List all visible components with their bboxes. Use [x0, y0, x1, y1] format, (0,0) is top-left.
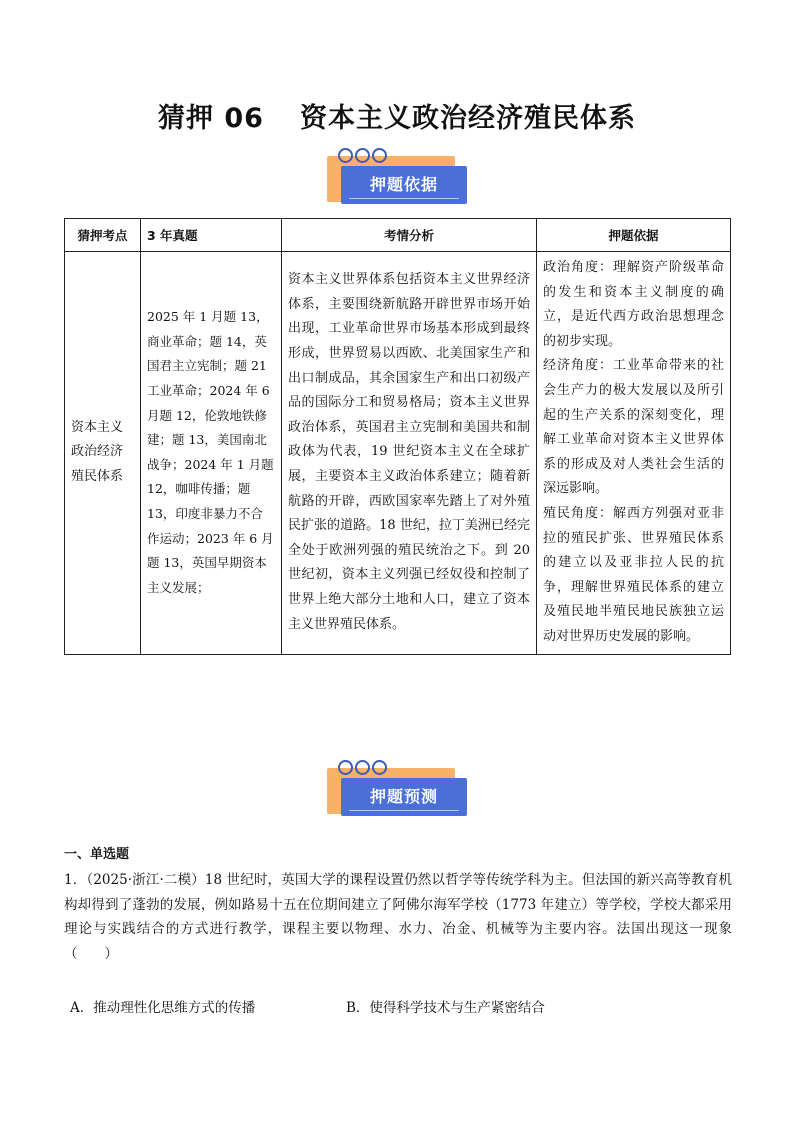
- option-b[interactable]: B．使得科学技术与生产紧密结合: [346, 1000, 545, 1016]
- badge-label: 押题依据: [341, 166, 467, 204]
- basis-economic: 经济角度：工业革命带来的社会生产力的极大发展以及所引起的生产关系的深刻变化，理解工业革命对资本主义世界体系的形成及对人类社会生活的深远影响。: [543, 358, 724, 497]
- question-stem: 1．（2025·浙江·二模）18 世纪时，英国大学的课程设置仍然以哲学等传统学科为主。但法国的新兴高等教育机构却得到了蓬勃的发展，例如路易十五在位期间建立了阿佛尔海军学校（1773 年建立）等学校，学校大都采用理论与实践结合的方式进行教学，课程主要以物理、水力、冶金、机械等为主要内容。法国出现这一现象（ ）: [64, 872, 732, 962]
- past-exams-cell: 2025 年 1 月题 13，商业革命；题 14，英国君主立宪制；题 21 工业革命；2024 年 6 月题 12，伦敦地铁修建；题 13，美国南北战争；2024 年 1 月题 12，咖啡传播；题 13，印度非暴力不合作运动；2023 年 6 月题 13，英国早期资本主义发展；: [141, 252, 282, 655]
- column-header: 猜押考点: [65, 219, 141, 252]
- section-heading: 一、单选题: [64, 847, 130, 862]
- title-text: 资本主义政治经济殖民体系: [299, 103, 636, 134]
- section-badge-prediction: [327, 760, 467, 820]
- exam-analysis-table: [64, 218, 731, 655]
- column-header: 考情分析: [282, 219, 537, 252]
- table-header-row: [65, 219, 731, 252]
- page-title: [0, 96, 794, 135]
- table-row: [65, 252, 731, 655]
- badge-label: 押题预测: [341, 778, 467, 816]
- binder-rings-icon: [338, 760, 386, 776]
- topic-cell: 资本主义政治经济殖民体系: [65, 252, 141, 655]
- column-header: 押题依据: [537, 219, 731, 252]
- title-code: 猜押 06: [158, 103, 264, 134]
- basis-political: 政治角度：理解资产阶级革命的发生和资本主义制度的确立，是近代西方政治思想理念的初步实现。: [543, 260, 724, 349]
- binder-rings-icon: [338, 148, 386, 164]
- column-header: 3 年真题: [141, 219, 282, 252]
- section-badge-basis: [327, 148, 467, 208]
- option-a[interactable]: A．推动理性化思维方式的传播: [70, 1000, 256, 1016]
- analysis-cell: 资本主义世界体系包括资本主义世界经济体系，主要围绕新航路开辟世界市场开始出现，工业革命世界市场基本形成到最终形成，世界贸易以西欧、北美国家生产和出口制成品，其余国家生产和出口初级产品的国际分工和贸易格局；资本主义世界政治体系，英国君主立宪制和美国共和制政体为代表，19 世纪资本主义在全球扩展，主要资本主义政治体系建立；随着新航路的开辟，西欧国家率先踏上了对外殖民扩张的道路。18 世纪，拉丁美洲已经完全处于欧洲列强的殖民统治之下。到 20 世纪初，资本主义列强已经奴役和控制了世界上绝大部分土地和人口，建立了资本主义世界殖民体系。: [282, 252, 537, 655]
- basis-cell: [537, 252, 731, 655]
- basis-colonial: 殖民角度：解西方列强对亚非拉的殖民扩张、世界殖民体系的建立以及亚非拉人民的抗争，理解世界殖民体系的建立及殖民地半殖民地民族独立运动对世界历史发展的影响。: [543, 505, 724, 644]
